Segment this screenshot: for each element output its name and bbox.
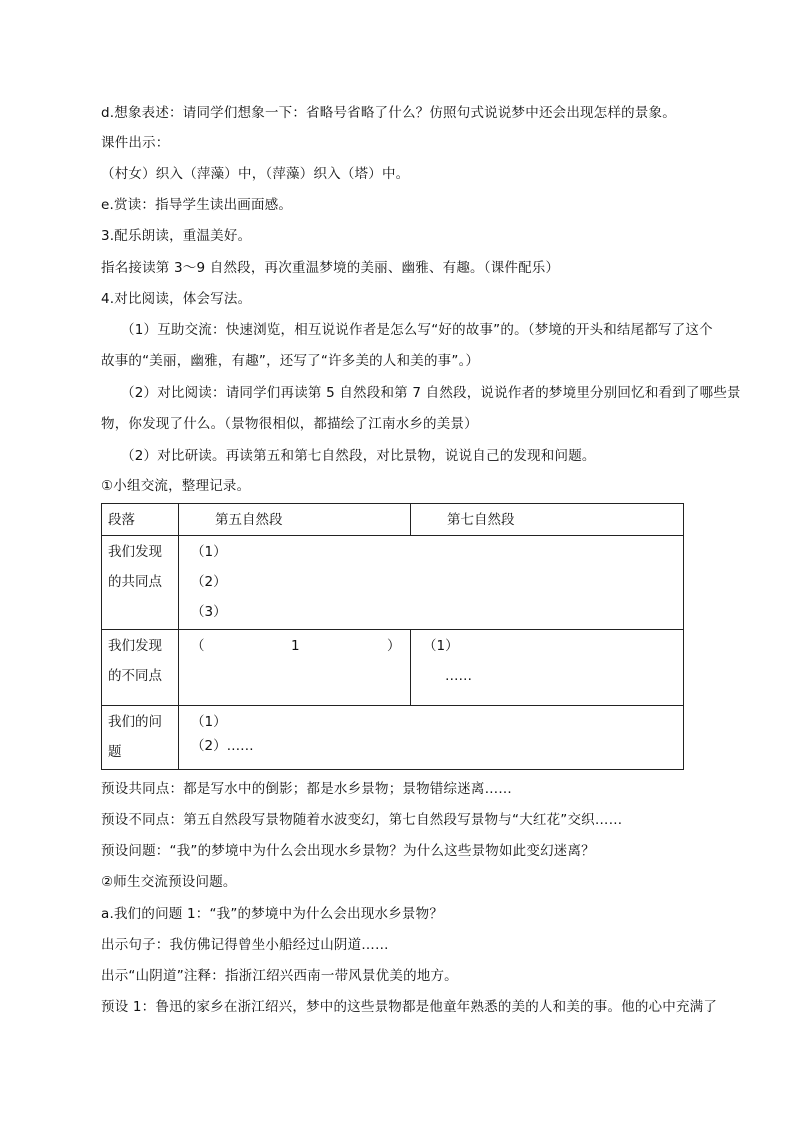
header-cell-fifth: 第五自然段 <box>179 504 411 536</box>
paragraph-preset-common: 预设共同点：都是写水中的倒影；都是水乡景物；景物错综迷离…… <box>101 781 512 797</box>
row-content-question: （1） （2）…… <box>179 706 684 770</box>
paragraph-pattern: （村女）织入（萍藻）中，（萍藻）织入（塔）中。 <box>101 166 410 182</box>
table-row-question <box>102 706 684 770</box>
row-diff-fifth: （ 1 ） <box>179 630 411 706</box>
paragraph-compare-line1: （2）对比阅读：请同学们再读第 5 自然段和第 7 自然段，说说作者的梦境里分别回忆和看到了哪些景 <box>121 385 741 401</box>
paragraph-exchange-line1: （1）互助交流：快速浏览，相互说说作者是怎么写“好的故事”的。（梦境的开头和结尾都写了这个 <box>121 322 713 338</box>
paragraph-teacher-student: ②师生交流预设问题。 <box>101 874 237 890</box>
paragraph-preset-diff: 预设不同点：第五自然段写景物随着水波变幻，第七自然段写景物与“大红花”交织…… <box>101 812 623 828</box>
paragraph-question-1: a.我们的问题 1：“我”的梦境中为什么会出现水乡景物？ <box>101 906 444 922</box>
paragraph-study: （2）对比研读。再读第五和第七自然段，对比景物，说说自己的发现和问题。 <box>121 448 596 464</box>
paragraph-relay-reading: 指名接读第 3～9 自然段，再次重温梦境的美丽、幽雅、有趣。（课件配乐） <box>101 260 560 276</box>
table-row-diff <box>102 630 684 706</box>
table-row-common <box>102 536 684 630</box>
record-table <box>101 503 684 770</box>
paragraph-courseware: 课件出示： <box>101 135 170 151</box>
paragraph-exchange-line2: 故事的“美丽，幽雅，有趣”，还写了“许多美的人和美的事”。） <box>101 353 480 369</box>
table-header-row <box>102 504 684 536</box>
row-diff-seventh: （1） …… <box>411 630 684 706</box>
row-label-diff: 我们发现 的不同点 <box>102 630 179 706</box>
paragraph-group-record: ①小组交流，整理记录。 <box>101 478 251 494</box>
paragraph-show-note: 出示“山阴道”注释：指浙江绍兴西南一带风景优美的地方。 <box>101 968 458 984</box>
paragraph-preset-question: 预设问题：“我”的梦境中为什么会出现水乡景物？为什么这些景物如此变幻迷离？ <box>101 843 595 859</box>
row-label-common: 我们发现 的共同点 <box>102 536 179 630</box>
heading-music-reading: 3.配乐朗读，重温美好。 <box>101 228 252 244</box>
paragraph-compare-line2: 物，你发现了什么。（景物很相似，都描绘了江南水乡的美景） <box>101 416 478 432</box>
header-cell-seventh: 第七自然段 <box>411 504 684 536</box>
header-cell-paragraph: 段落 <box>102 504 179 536</box>
paragraph-imagine: d.想象表述：请同学们想象一下：省略号省略了什么？仿照句式说说梦中还会出现怎样的景象。 <box>101 105 676 121</box>
paragraph-appreciate: e.赏读：指导学生读出画面感。 <box>101 197 293 213</box>
paragraph-show-sentence: 出示句子：我仿佛记得曾坐小船经过山阴道…… <box>101 937 389 953</box>
row-content-common: （1） （2） （3） <box>179 536 684 630</box>
paragraph-preset-1: 预设 1：鲁迅的家乡在浙江绍兴，梦中的这些景物都是他童年熟悉的美的人和美的事。他的心中充满了 <box>101 999 718 1015</box>
row-label-question: 我们的问 题 <box>102 706 179 770</box>
heading-contrast-reading: 4.对比阅读，体会写法。 <box>101 291 252 307</box>
